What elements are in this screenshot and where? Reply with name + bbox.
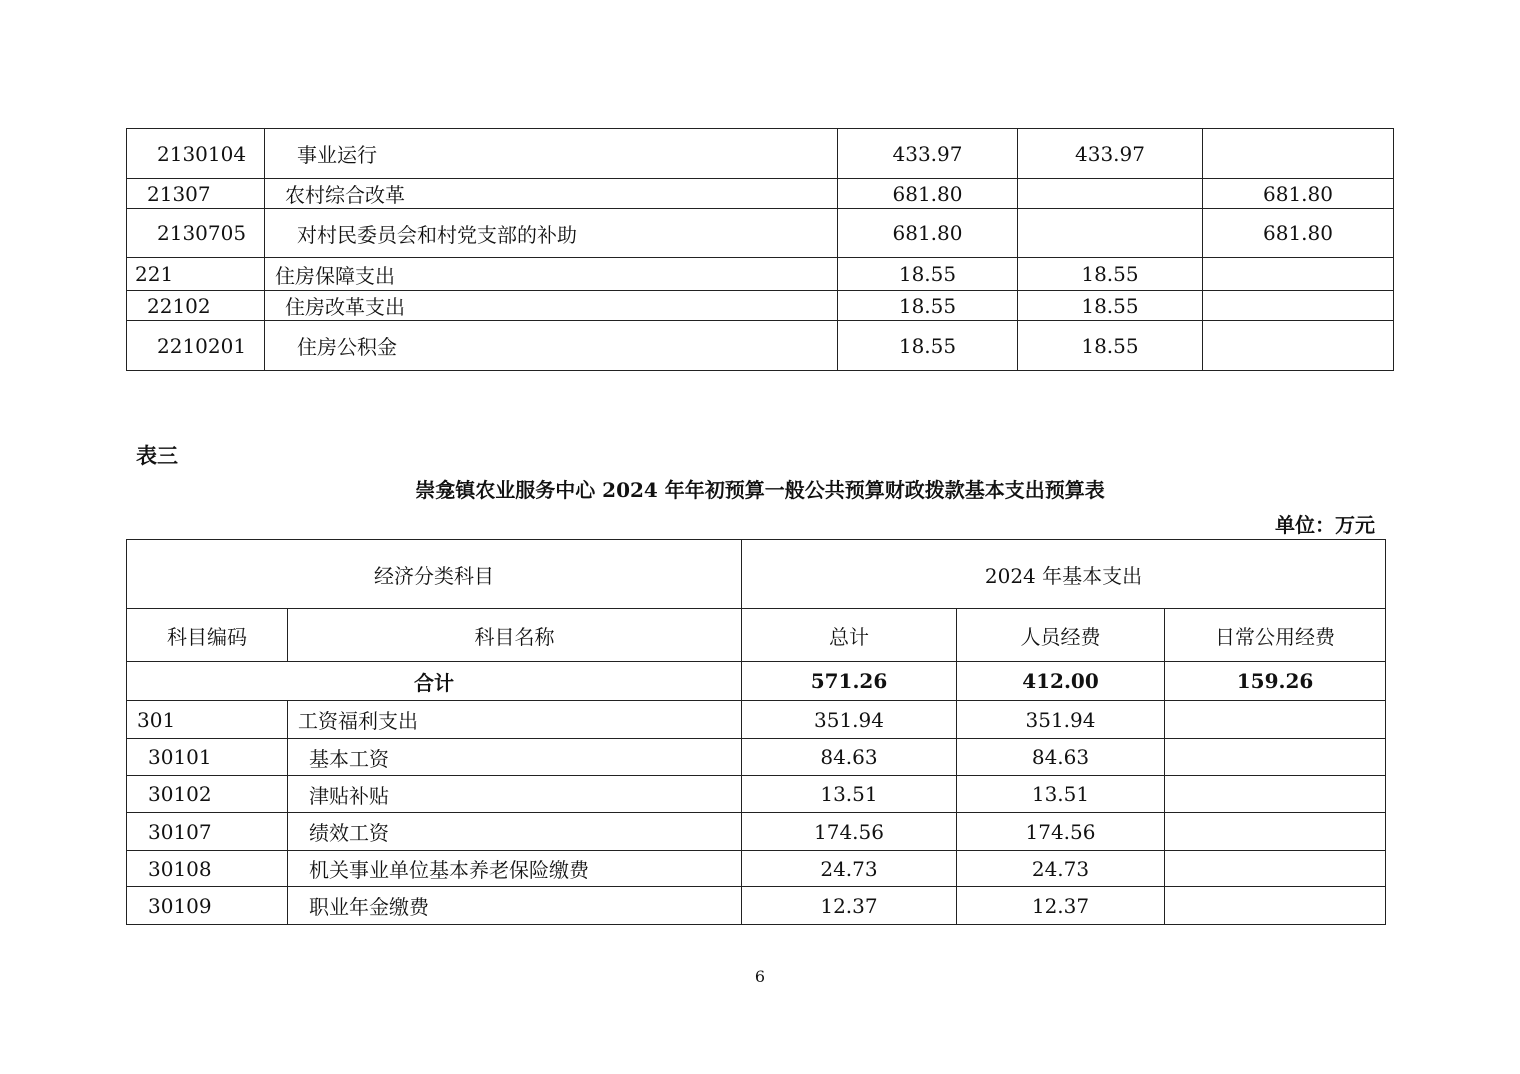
subject-name: 绩效工资 (288, 813, 742, 851)
subject-name: 工资福利支出 (288, 701, 742, 739)
table-row (127, 179, 1394, 209)
subject-code: 301 (127, 701, 288, 739)
basic-value (1018, 179, 1203, 209)
total-value: 24.73 (742, 851, 957, 887)
total-value: 18.55 (838, 258, 1018, 291)
public-value (1165, 887, 1386, 925)
personnel-value: 412.00 (957, 662, 1165, 701)
public-value (1165, 776, 1386, 813)
table-row (127, 209, 1394, 258)
table-row (127, 776, 1386, 813)
subject-name: 事业运行 (265, 129, 838, 179)
subject-name: 住房保障支出 (265, 258, 838, 291)
table-row (127, 129, 1394, 179)
table-row (127, 321, 1394, 371)
public-value (1165, 739, 1386, 776)
table-row (127, 813, 1386, 851)
public-value (1165, 851, 1386, 887)
basic-value: 18.55 (1018, 291, 1203, 321)
subject-code: 2210201 (127, 321, 265, 371)
total-value: 84.63 (742, 739, 957, 776)
subject-name: 农村综合改革 (265, 179, 838, 209)
personnel-header: 人员经费 (957, 609, 1165, 662)
subject-code: 2130705 (127, 209, 265, 258)
public-value (1165, 813, 1386, 851)
personnel-value: 24.73 (957, 851, 1165, 887)
year-basic-header: 2024 年基本支出 (742, 540, 1386, 609)
subject-name: 津贴补贴 (288, 776, 742, 813)
project-value: 681.80 (1203, 179, 1394, 209)
subject-name: 机关事业单位基本养老保险缴费 (288, 851, 742, 887)
project-value: 681.80 (1203, 209, 1394, 258)
total-row (127, 662, 1386, 701)
basic-value: 18.55 (1018, 258, 1203, 291)
page-number: 6 (754, 967, 766, 986)
subject-code: 21307 (127, 179, 265, 209)
subject-code: 221 (127, 258, 265, 291)
subject-name: 住房改革支出 (265, 291, 838, 321)
total-value: 681.80 (838, 209, 1018, 258)
code-header: 科目编码 (127, 609, 288, 662)
table-row (127, 258, 1394, 291)
total-value: 571.26 (742, 662, 957, 701)
table-row (127, 739, 1386, 776)
basic-expenditure-table (126, 539, 1386, 925)
personnel-value: 12.37 (957, 887, 1165, 925)
project-value (1203, 321, 1394, 371)
subject-name: 基本工资 (288, 739, 742, 776)
subject-code: 2130104 (127, 129, 265, 179)
subject-code: 30107 (127, 813, 288, 851)
budget-table-continued (126, 128, 1394, 371)
unit-label: 单位：万元 (1275, 513, 1375, 537)
total-value: 681.80 (838, 179, 1018, 209)
total-header: 总计 (742, 609, 957, 662)
public-value (1165, 701, 1386, 739)
header-row (127, 609, 1386, 662)
basic-value: 18.55 (1018, 321, 1203, 371)
subject-name: 职业年金缴费 (288, 887, 742, 925)
table-title: 崇龛镇农业服务中心 2024 年年初预算一般公共预算财政拨款基本支出预算表 (415, 478, 1105, 502)
basic-value: 433.97 (1018, 129, 1203, 179)
personnel-value: 351.94 (957, 701, 1165, 739)
basic-value (1018, 209, 1203, 258)
personnel-value: 13.51 (957, 776, 1165, 813)
subject-code: 30109 (127, 887, 288, 925)
table-row (127, 887, 1386, 925)
project-value (1203, 129, 1394, 179)
total-value: 12.37 (742, 887, 957, 925)
header-row (127, 540, 1386, 609)
total-value: 18.55 (838, 291, 1018, 321)
table-row (127, 701, 1386, 739)
total-value: 433.97 (838, 129, 1018, 179)
personnel-value: 174.56 (957, 813, 1165, 851)
table-row (127, 851, 1386, 887)
subject-code: 22102 (127, 291, 265, 321)
subject-name: 住房公积金 (265, 321, 838, 371)
total-value: 351.94 (742, 701, 957, 739)
project-value (1203, 291, 1394, 321)
econ-category-header: 经济分类科目 (127, 540, 742, 609)
total-value: 18.55 (838, 321, 1018, 371)
personnel-value: 84.63 (957, 739, 1165, 776)
subject-code: 30102 (127, 776, 288, 813)
project-value (1203, 258, 1394, 291)
subject-code: 30101 (127, 739, 288, 776)
name-header: 科目名称 (288, 609, 742, 662)
total-value: 13.51 (742, 776, 957, 813)
table-row (127, 291, 1394, 321)
subject-name: 对村民委员会和村党支部的补助 (265, 209, 838, 258)
public-header: 日常公用经费 (1165, 609, 1386, 662)
table-label: 表三 (136, 443, 178, 468)
subject-code: 30108 (127, 851, 288, 887)
public-value: 159.26 (1165, 662, 1386, 701)
total-value: 174.56 (742, 813, 957, 851)
total-label: 合计 (127, 662, 742, 701)
